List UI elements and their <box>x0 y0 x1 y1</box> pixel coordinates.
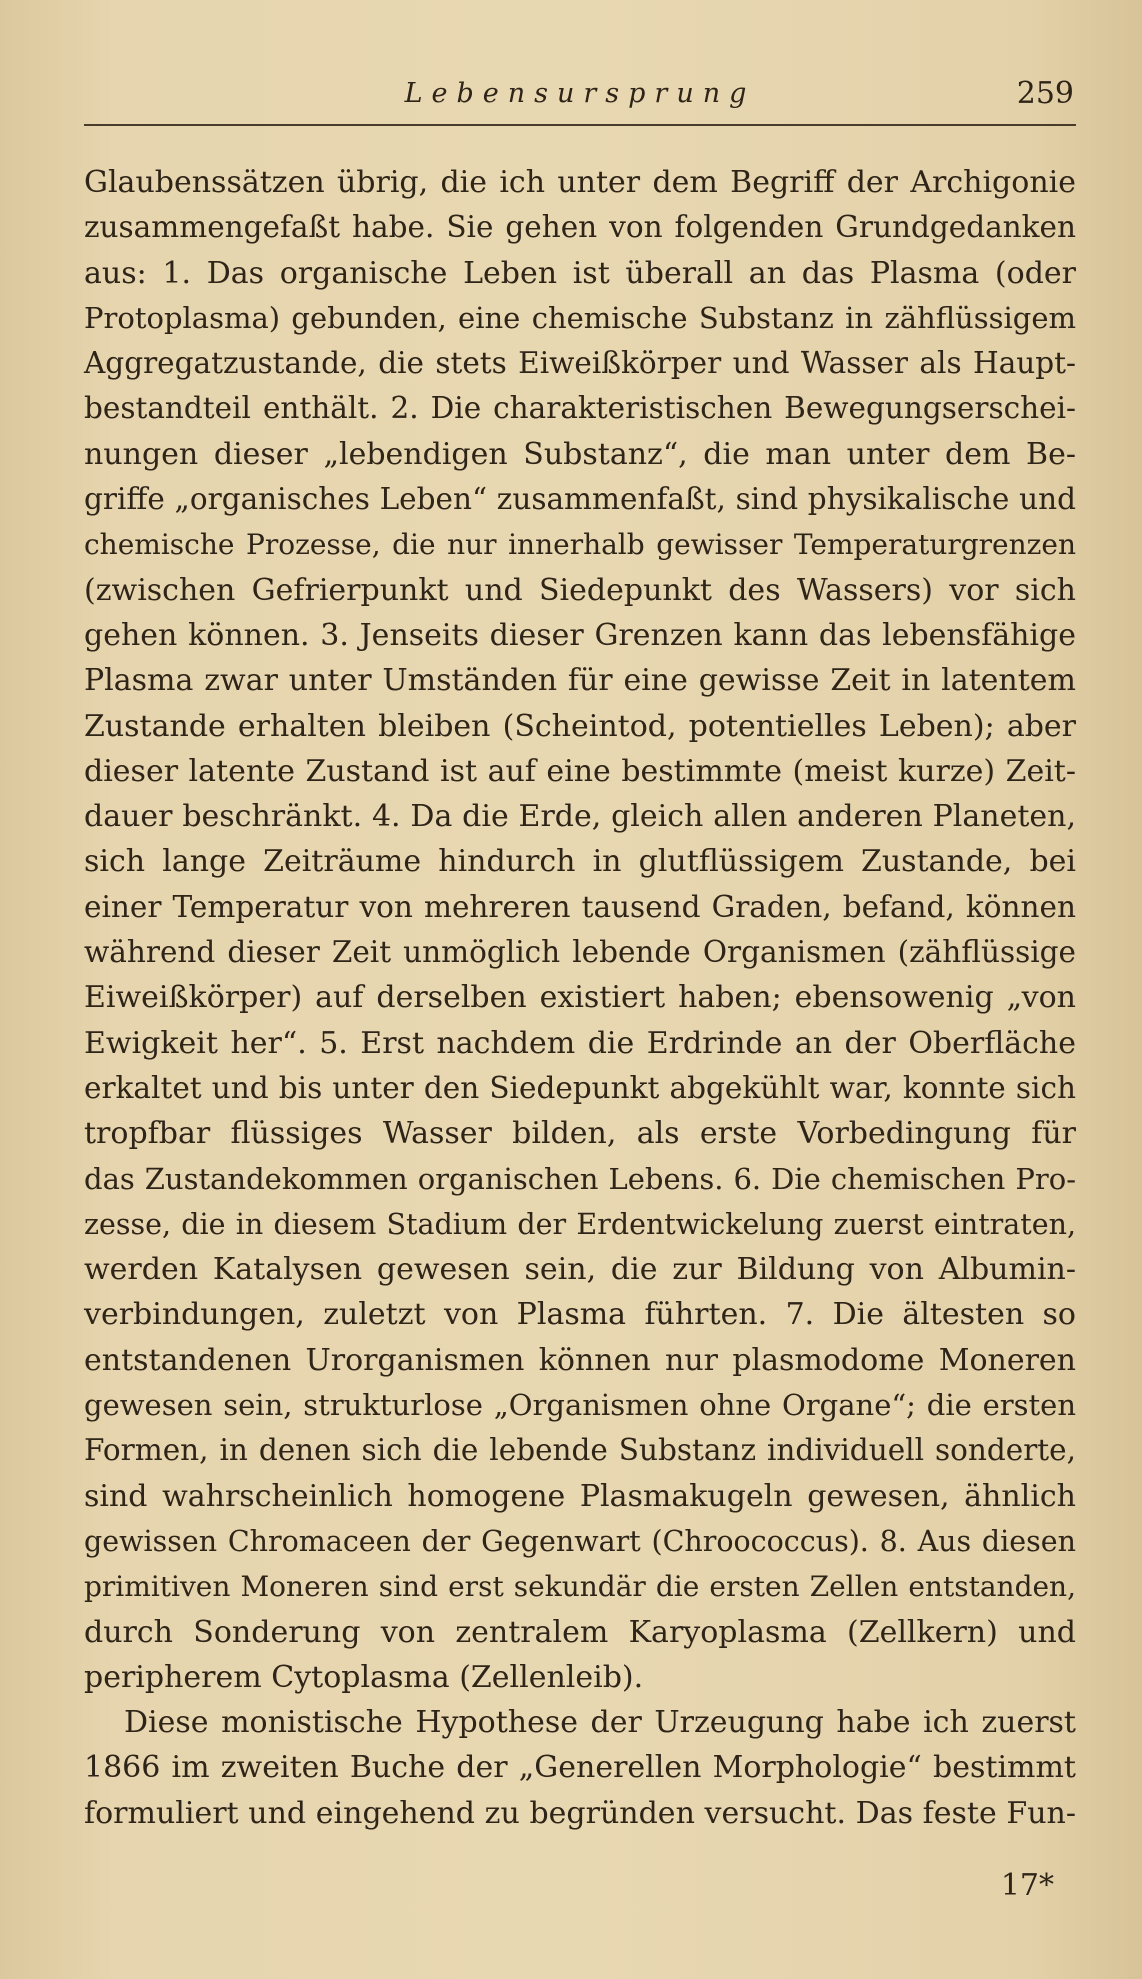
text-line: Formen, in denen sich die lebende Substanz individuell sonderte, <box>84 1433 1076 1468</box>
text-line: Ewigkeit her“. 5. Erst nachdem die Erdrinde an der Oberfläche <box>84 1025 1076 1061</box>
text-line: zusammengefaßt habe. Sie gehen von folgenden Grundgedanken <box>84 210 1076 245</box>
text-line: zesse, die in diesem Stadium der Erdentwickelung zuerst eintraten, <box>84 1207 1076 1241</box>
text-line: Glaubenssätzen übrig, die ich unter dem Begriff der Archigonie <box>84 165 1076 200</box>
text-line: peripherem Cytoplasma (Zellenleib). <box>84 1659 644 1695</box>
text-line: aus: 1. Das organische Leben ist überall an das Plasma (oder <box>84 255 1076 291</box>
text-line: einer Temperatur von mehreren tausend Graden, befand, können <box>84 889 1076 924</box>
text-line: Diese monistische Hypothese der Urzeugung habe ich zuerst <box>124 1705 1076 1741</box>
text-line: sind wahrscheinlich homogene Plasmakugeln gewesen, ähnlich <box>84 1478 1076 1514</box>
printer-signature: 17* <box>1000 1868 1054 1903</box>
text-line: Zustande erhalten bleiben (Scheintod, potentielles Leben); aber <box>84 708 1076 744</box>
text-line: tropfbar flüssiges Wasser bilden, als erste Vorbedingung für <box>84 1116 1076 1152</box>
text-line: verbindungen, zuletzt von Plasma führten. 7. Die ältesten so <box>84 1297 1076 1333</box>
text-line: chemische Prozesse, die nur innerhalb gewisser Temperaturgrenzen <box>84 528 1076 562</box>
text-line: entstandenen Urorganismen können nur plasmodome Moneren <box>84 1342 1076 1378</box>
page-header <box>84 72 1076 126</box>
text-line: durch Sonderung von zentralem Karyoplasma (Zellkern) und <box>84 1614 1076 1650</box>
text-line: Aggregatzustande, die stets Eiweißkörper und Wasser als Haupt- <box>84 346 1076 381</box>
text-line: nungen dieser „lebendigen Substanz“, die man unter dem Be- <box>84 436 1076 472</box>
text-line: (zwischen Gefrierpunkt und Siedepunkt des Wassers) vor sich <box>84 572 1076 608</box>
text-line: dauer beschränkt. 4. Da die Erde, gleich allen anderen Planeten, <box>84 799 1076 835</box>
text-line: erkaltet und bis unter den Siedepunkt abgekühlt war, konnte sich <box>84 1070 1076 1105</box>
text-line: gewesen sein, strukturlose „Organismen ohne Organe“; die ersten <box>84 1388 1076 1423</box>
text-line: werden Katalysen gewesen sein, die zur Bildung von Albumin- <box>84 1252 1076 1288</box>
text-line: dieser latente Zustand ist auf eine bestimmte (meist kurze) Zeit- <box>84 753 1076 789</box>
running-head: Lebensursprung <box>404 78 756 109</box>
text-line: während dieser Zeit unmöglich lebende Organismen (zähflüssige <box>84 935 1076 970</box>
text-line: 1866 im zweiten Buche der „Generellen Morphologie“ bestimmt <box>84 1750 1076 1786</box>
text-line: das Zustandekommen organischen Lebens. 6. Die chemischen Pro- <box>84 1161 1076 1196</box>
text-line: formuliert und eingehend zu begründen versucht. Das feste Fun- <box>84 1795 1076 1831</box>
body-text <box>84 160 1076 1836</box>
text-line: Protoplasma) gebunden, eine chemische Substanz in zähflüssigem <box>84 300 1076 335</box>
text-line: Eiweißkörper) auf derselben existiert haben; ebensowenig „von <box>84 980 1076 1016</box>
text-line: gewissen Chromaceen der Gegenwart (Chroococcus). 8. Aus diesen <box>84 1524 1076 1558</box>
text-line: griffe „organisches Leben“ zusammenfaßt, sind physikalische und <box>84 482 1076 517</box>
text-line: gehen können. 3. Jenseits dieser Grenzen kann das lebensfähige <box>84 617 1076 653</box>
text-line: primitiven Moneren sind erst sekundär die ersten Zellen entstanden, <box>84 1570 1076 1604</box>
text-line: bestandteil enthält. 2. Die charakteristischen Bewegungserschei- <box>84 391 1076 426</box>
text-line: Plasma zwar unter Umständen für eine gewisse Zeit in latentem <box>84 663 1076 699</box>
text-line: sich lange Zeiträume hindurch in glutflüssigem Zustande, bei <box>84 844 1076 880</box>
page-number: 259 <box>1016 76 1074 111</box>
